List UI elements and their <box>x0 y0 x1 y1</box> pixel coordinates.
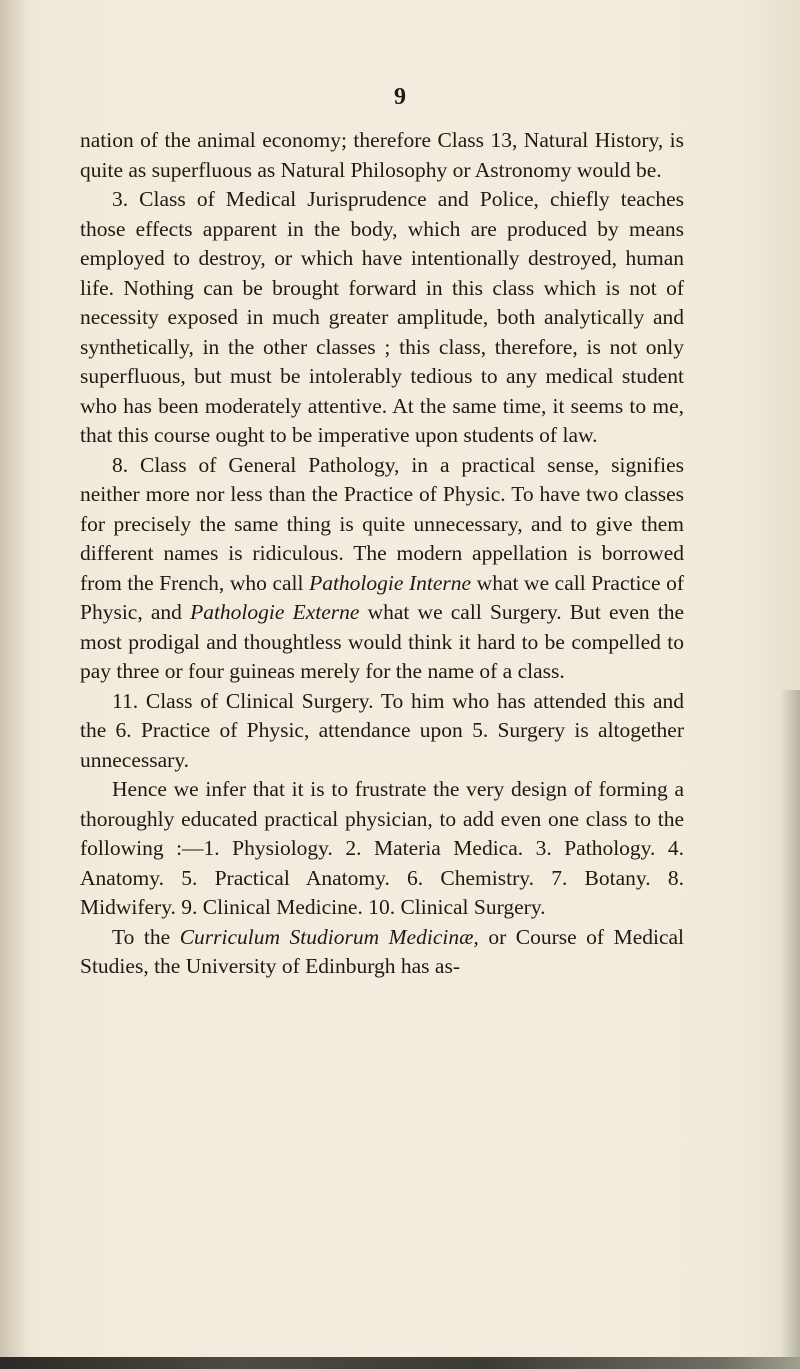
binding-shadow <box>0 0 28 1369</box>
scan-bottom-edge <box>0 1357 800 1369</box>
paragraph-curriculum-part2: or Course of Medical Studies, the University of Edinburgh has as- <box>80 924 685 978</box>
paragraph-class-8-part1: 8. Class of General Pathology, in a practical sense, signifies neither more nor less than the Practice of Physic. To have two classes for precisely the same thing is quite unnecessary, and to give them different names is ridiculous. The modern appellation is borrowed from the French, who call <box>80 452 684 595</box>
paragraph-class-8-part2: what we call Practice of Physic, and <box>80 570 685 624</box>
paragraph-class-11: 11. Class of Clinical Surgery. To him who has attended this and the 6. Practice of Physic, attendance upon 5. Surgery is altogether unnecessary. <box>80 688 684 772</box>
paragraph-curriculum <box>80 923 684 982</box>
page-edge-shadow <box>780 690 800 1369</box>
paragraph-hence: Hence we infer that it is to frustrate the very design of forming a thoroughly educated practical physician, to add even one class to the following :—1. Physiology. 2. Materia Medica. 3. Pathology. 4. Anatomy. 5. Practical Anatomy. 6. Chemistry. 7. Botany. 8. Midwifery. 9. Clinical Medicine. 10. Clinical Surgery. <box>80 777 684 919</box>
page-number: 9 <box>394 84 406 110</box>
italic-pathologie-interne: Pathologie Interne <box>309 570 472 595</box>
paragraph-class-3: 3. Class of Medical Jurisprudence and Police, chiefly teaches those effects apparent in the body, which are produced by means employed to destroy, or which have intentionally destroyed, human life. Nothing can be brought forward in this class which is not of necessity exposed in much greater amplitude, both analytically and synthetically, in the other classes ; this class, therefore, is not only superfluous, but must be intolerably tedious to any medical student who has been moderately attentive. At the same time, it seems to me, that this course ought to be imperative upon students of law. <box>80 187 684 447</box>
italic-curriculum-studiorum: Curriculum Studiorum Medicinæ, <box>179 924 479 949</box>
paragraph-continuation: nation of the animal economy; therefore Class 13, Natural History, is quite as superfluous as Natural Philosophy or Astronomy would be. <box>80 128 684 182</box>
paragraph-class-8-part3: what we call Surgery. But even the most prodigal and thoughtless would think it hard to be compelled to pay three or four guineas merely for the name of a class. <box>80 600 684 683</box>
paragraph-class-8 <box>80 451 684 687</box>
paragraph-curriculum-part1: To the <box>112 924 171 949</box>
body-text <box>80 126 684 982</box>
italic-pathologie-externe: Pathologie Externe <box>190 600 360 624</box>
